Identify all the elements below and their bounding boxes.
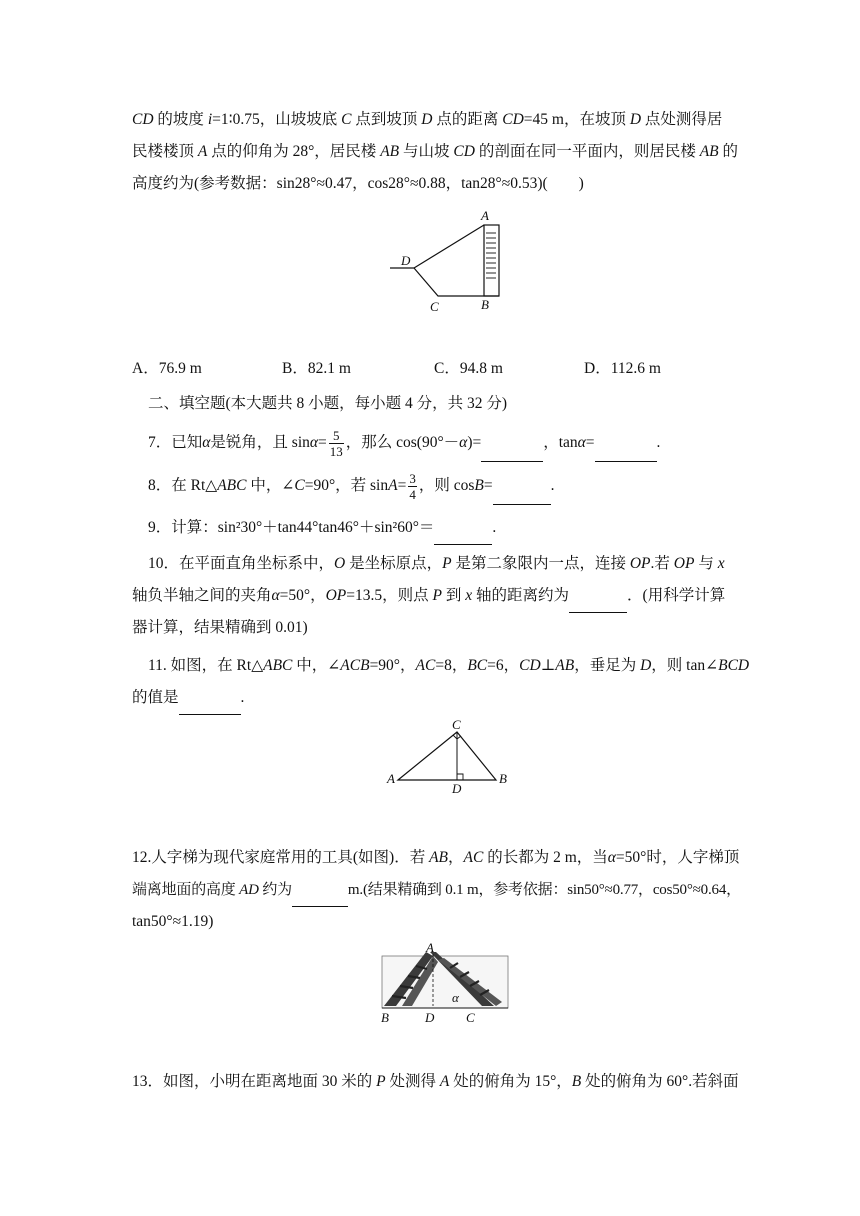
q6-text: CD [453, 143, 475, 160]
q6-text: 的 [718, 143, 739, 160]
q12-ladder-figure [378, 942, 514, 1024]
q8-text: ABC [217, 477, 247, 494]
q10-text: P [432, 587, 442, 604]
q11-text: ACB [340, 657, 370, 674]
q13-text: B [571, 1073, 582, 1090]
q6-text: =1∶0.75，山坡坡底 [212, 111, 342, 128]
q12-line-3: tan50°≈1.19) [132, 913, 214, 930]
q11-answer-blank[interactable] [179, 682, 241, 715]
q6-option-a[interactable]: A．76.9 m [132, 360, 202, 377]
q10-text: x [465, 587, 473, 604]
label-d: D [401, 253, 411, 268]
q12-text: .(结果精确到 0.1 m，参考依据：sin50°≈0.77，cos50°≈0.64， [359, 882, 741, 898]
q12-line-2 [132, 874, 741, 907]
q7-text: α [309, 434, 319, 451]
q10-text: 到 [442, 587, 466, 604]
label-a: A [481, 208, 489, 223]
q6-text: 民楼楼顶 [132, 143, 198, 160]
q6-text: 与山坡 [399, 143, 454, 160]
q12-text: 12.人字梯为现代家庭常用的工具(如图)．若 [132, 849, 430, 866]
q6-text: 的坡度 [153, 111, 208, 128]
q11-line-1 [148, 650, 748, 682]
q9-text: 9．计算：sin²30°＋tan44°tan46°＋sin²60°＝ [148, 519, 435, 536]
q11-text: =90°， [369, 657, 416, 674]
q11-text: ⊥ [540, 657, 556, 674]
q7-text: 7．已知 [148, 434, 203, 451]
q12-text: =50°时，人字梯顶 [615, 849, 740, 866]
q7-text: = [585, 434, 595, 451]
q10-text: .若 [650, 555, 674, 572]
q6-text: AB [699, 143, 719, 160]
q11-text: CD [519, 657, 541, 674]
q8-text: 中，∠ [246, 477, 295, 494]
q11-text: =6， [487, 657, 520, 674]
q7-text: )= [467, 434, 482, 451]
q9-text: . [492, 519, 497, 536]
q7-text: 是锐角，且 sin [210, 434, 310, 451]
label-c: C [452, 717, 461, 732]
q7 [148, 425, 748, 462]
label-alpha: α [452, 990, 459, 1005]
q6-text: CD [502, 111, 524, 128]
q10-text: =50°， [279, 587, 326, 604]
q12-line-1 [132, 842, 740, 874]
q13-text: 处的俯角为 60°.若斜面 [581, 1073, 739, 1090]
q8-text: ，则 cos [418, 477, 475, 494]
q8-denominator: 4 [409, 486, 416, 502]
q9 [148, 512, 748, 545]
q6-text: AB [380, 143, 400, 160]
q11-text: BCD [718, 657, 750, 674]
q11-text: 11. 如图，在 Rt△ [148, 657, 264, 674]
q8-text: = [397, 477, 407, 494]
q10-text: α [271, 587, 280, 604]
q6-option-b[interactable]: B．82.1 m [282, 360, 351, 377]
q10-text: 是坐标原点， [345, 555, 443, 572]
label-b: B [499, 771, 507, 786]
q10-text: 轴的距离约为 [472, 587, 570, 604]
q13-text: A [439, 1073, 450, 1090]
q7-text: = [318, 434, 327, 451]
q12-text: 的长都为 2 m，当 [483, 849, 608, 866]
q12-text: AC [463, 849, 484, 866]
q6-text: D [629, 111, 642, 128]
q8-fraction [408, 471, 417, 502]
q11-text: AB [555, 657, 575, 674]
q12-text: AB [429, 849, 449, 866]
q9-answer-blank[interactable] [434, 512, 492, 545]
q13-text: P [376, 1073, 386, 1090]
label-a: A [387, 771, 395, 786]
q11-text: . [240, 689, 245, 706]
q10-text: OP [629, 555, 651, 572]
q6-option-c[interactable]: C．94.8 m [434, 360, 503, 377]
q6-text: 点到坡顶 [351, 111, 422, 128]
label-d: D [425, 1010, 435, 1024]
q6-slope-figure [380, 208, 510, 318]
q7-text: α [577, 434, 586, 451]
q6-line-3: 高度约为(参考数据：sin28°≈0.47，cos28°≈0.88，tan28°≈0.53)( ) [132, 175, 584, 192]
q8-text: . [550, 477, 555, 494]
q7-numerator: 5 [329, 428, 344, 444]
q7-text: α [202, 434, 211, 451]
q12-text: ， [448, 849, 464, 866]
q6-text: CD [132, 111, 154, 128]
q11-text: BC [467, 657, 488, 674]
q6-text: C [341, 111, 352, 128]
q13-text: 处的俯角为 15°， [449, 1073, 572, 1090]
q11-text: ABC [263, 657, 293, 674]
q12-text: m [347, 882, 360, 898]
q11-triangle-figure [382, 716, 514, 796]
q10-text: =13.5，则点 [346, 587, 433, 604]
q13-text: 处测得 [385, 1073, 440, 1090]
q12-text: 端离地面的高度 [132, 882, 240, 898]
q8 [148, 468, 748, 505]
label-c: C [430, 299, 439, 314]
q11-text: 的值是 [132, 689, 179, 706]
section-2-header: 二、填空题(本大题共 8 小题，每小题 4 分，共 32 分) [148, 395, 508, 412]
q6-text: 点处测得居 [641, 111, 723, 128]
q6-line-2 [132, 136, 739, 168]
q10-text: 10．在平面直角坐标系中， [148, 555, 335, 572]
q10-text: x [717, 555, 725, 572]
q11-text: ，则 tan∠ [651, 657, 719, 674]
q6-text: i [207, 111, 213, 128]
label-b: B [481, 297, 489, 312]
q12-text: α [607, 849, 616, 866]
q12-text: AD [239, 882, 259, 898]
q10-text: O [334, 555, 346, 572]
q10-answer-blank[interactable] [569, 580, 627, 613]
q10-text: OP [325, 587, 347, 604]
q8-text: C [294, 477, 305, 494]
q8-text: 8．在 Rt△ [148, 477, 218, 494]
q6-text: D [421, 111, 433, 128]
q11-text: ，垂足为 [574, 657, 641, 674]
q8-text: =90°，若 sin [304, 477, 389, 494]
label-a: A [426, 942, 434, 955]
q8-answer-blank[interactable] [493, 468, 551, 505]
q11-text: =8， [435, 657, 468, 674]
q7-fraction [329, 428, 344, 459]
q6-text: =45 m，在坡顶 [523, 111, 630, 128]
q7-text: α [459, 434, 468, 451]
q13-text: 13．如图，小明在距离地面 30 米的 [132, 1073, 377, 1090]
q7-answer-blank-1[interactable] [481, 425, 543, 462]
q10-text: OP [673, 555, 695, 572]
q8-numerator: 3 [409, 470, 416, 486]
q6-line-1 [132, 104, 732, 136]
q6-text: A [197, 143, 208, 160]
q7-answer-blank-2[interactable] [595, 425, 657, 462]
q10-text: ．(用科学计算 [627, 587, 726, 604]
q6-text: 点的仰角为 28°，居民楼 [207, 143, 381, 160]
q10-text: P [442, 555, 452, 572]
q11-text: AC [415, 657, 436, 674]
q8-text: B [474, 477, 484, 494]
q7-text: ，那么 cos(90°－ [345, 434, 460, 451]
q7-text: . [656, 434, 661, 451]
label-d: D [452, 781, 462, 796]
q11-text: D [640, 657, 652, 674]
label-c: C [466, 1010, 475, 1024]
q11-line-2 [132, 682, 732, 715]
q6-option-d[interactable]: D．112.6 m [584, 360, 661, 377]
q10-text: 轴负半轴之间的夹角 [132, 587, 272, 604]
q7-denominator: 13 [329, 443, 343, 459]
label-b: B [381, 1010, 389, 1024]
q8-text: = [483, 477, 493, 494]
q8-text: A [388, 477, 398, 494]
q10-text: 是第二象限内一点，连接 [451, 555, 630, 572]
q13-line-1 [132, 1066, 739, 1098]
q12-answer-blank[interactable] [292, 874, 348, 907]
q10-text: 与 [694, 555, 718, 572]
q10-line-1 [148, 548, 748, 580]
q10-line-3: 器计算，结果精确到 0.01) [132, 619, 308, 636]
q10-line-2 [132, 580, 732, 613]
q12-text: 约为 [258, 882, 292, 898]
q6-text: 的剖面在同一平面内，则居民楼 [474, 143, 700, 160]
q11-text: 中，∠ [292, 657, 341, 674]
q7-text: ，tan [543, 434, 578, 451]
q6-text: 点的距离 [432, 111, 503, 128]
